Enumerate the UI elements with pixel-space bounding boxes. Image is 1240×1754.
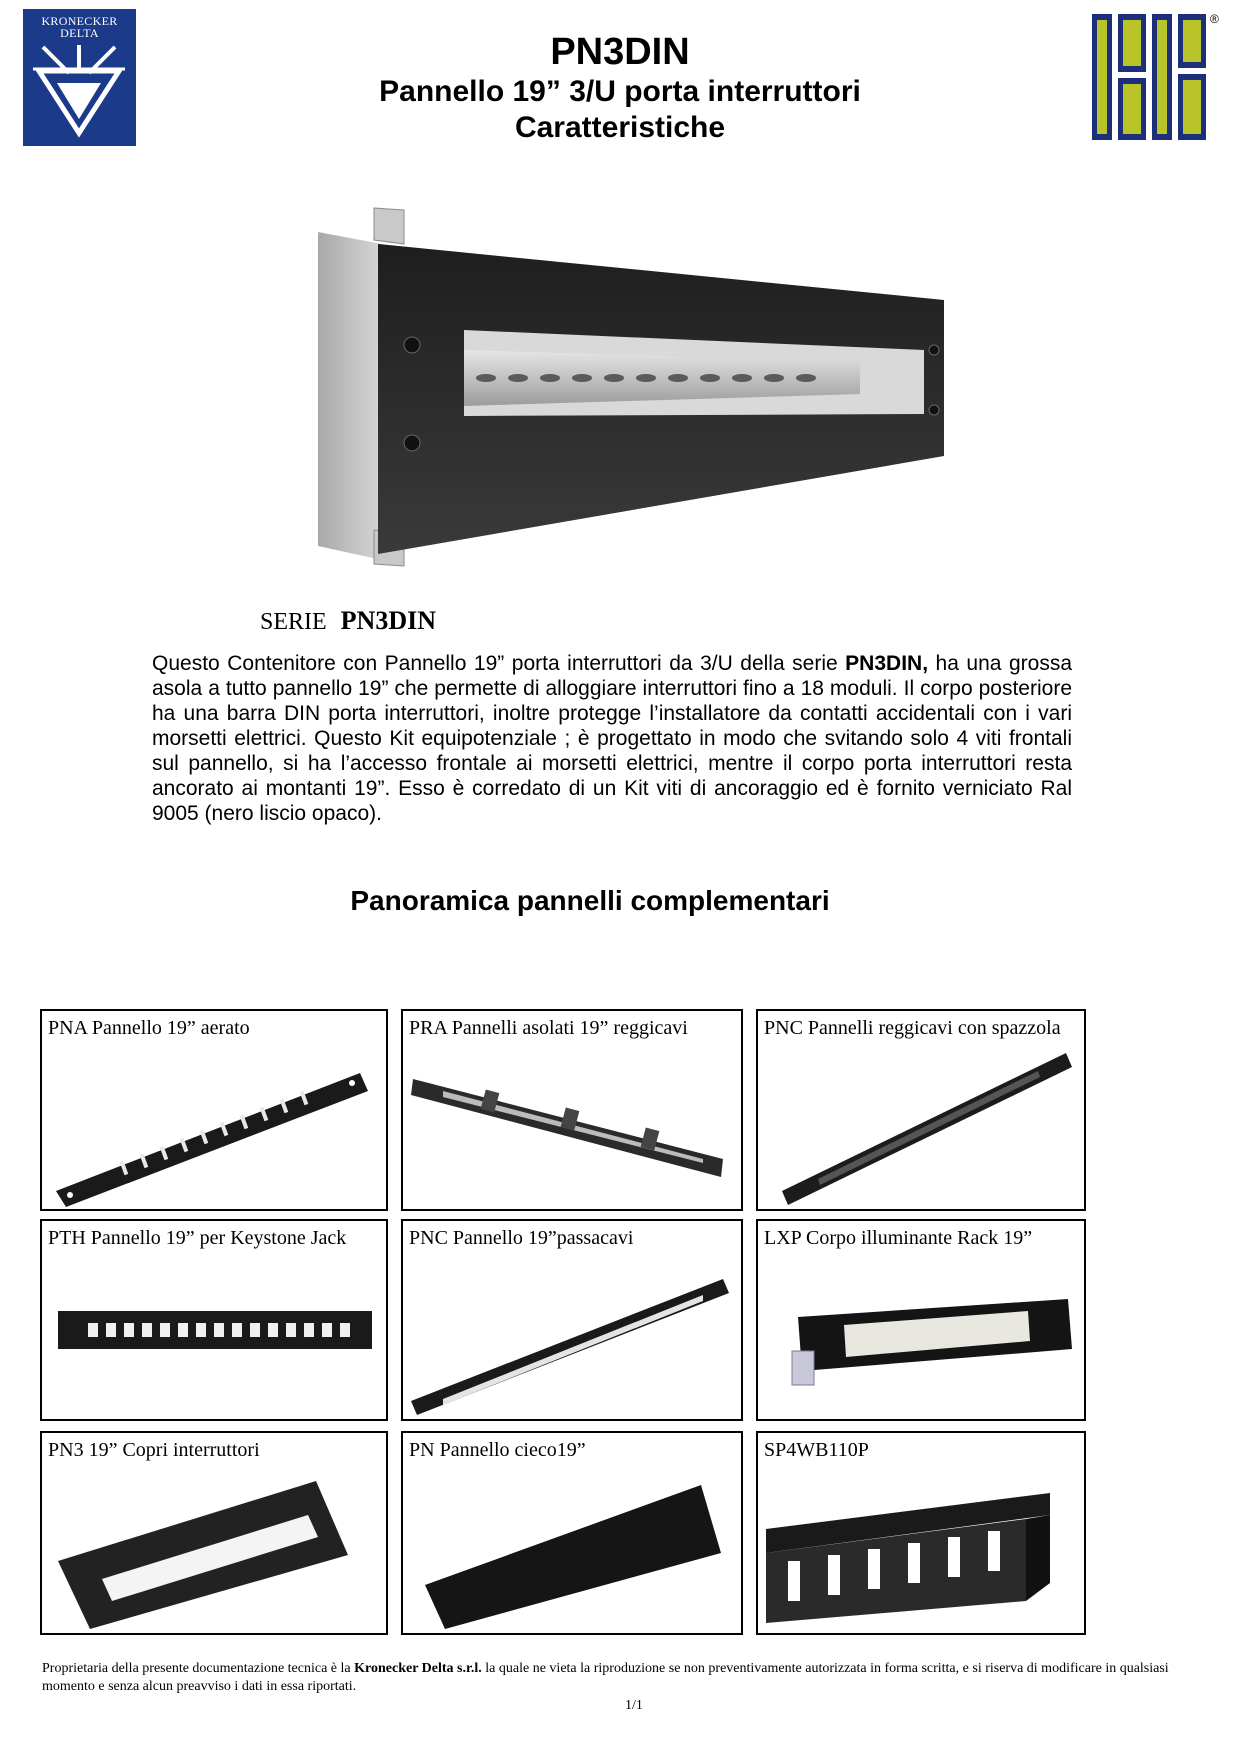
- serie-label: [260, 606, 436, 637]
- footer-company: Kronecker Delta s.r.l.: [354, 1661, 482, 1676]
- serie-prefix: SERIE: [260, 609, 327, 635]
- document-title: PN3DIN: [550, 31, 690, 73]
- panel-caption: PNC Pannelli reggicavi con spazzola: [764, 1017, 1061, 1039]
- hf-logo-icon: [1092, 12, 1222, 142]
- panel-card-pn3: [40, 1431, 388, 1635]
- brush-panel-icon: [758, 1011, 1086, 1211]
- document-subtitle-2: Caratteristiche: [514, 111, 726, 144]
- footer-text-1: Proprietaria della presente documentazione tecnica è la: [42, 1661, 355, 1676]
- panel-card-pna: [40, 1009, 388, 1211]
- rack-light-icon: [758, 1221, 1086, 1421]
- panel-caption: PRA Pannelli asolati 19” reggicavi: [409, 1017, 688, 1039]
- switch-cover-panel-icon: [42, 1433, 388, 1635]
- description-text-2: ha una grossa asola a tutto pannello 19” che permette di alloggiare interruttori fino a 18 moduli. Il corpo posteriore ha una barra DIN porta interruttori, inoltre protegge l’installatore da contatti accidentali con i vari morsetti elettrici. Questo Kit equipotenziale ; è progettato in modo che svitando solo 4 viti frontali sul pannello, si ha l’accesso frontale ai morsetti elettrici, mentre il corpo porta interruttori resta ancorato ai montanti 19”. Esso è corredato di un Kit viti di ancoraggio ed è fornito verniciato Ral 9005 (nero liscio opaco).: [152, 652, 1072, 825]
- logo-brand-line-2: DELTA: [60, 26, 99, 40]
- page-number: 1/1: [625, 1698, 643, 1713]
- product-photo: [312, 200, 952, 572]
- registered-mark: ®: [1210, 12, 1219, 26]
- keystone-panel-icon: [42, 1221, 388, 1421]
- panel-caption: PNA Pannello 19” aerato: [48, 1017, 250, 1039]
- panel-card-lxp: [756, 1219, 1086, 1421]
- footer-disclaimer: [42, 1660, 1222, 1696]
- panel-card-pnc-brush: [756, 1009, 1086, 1211]
- product-description: [152, 651, 1072, 826]
- panel-caption: PTH Pannello 19” per Keystone Jack: [48, 1227, 347, 1249]
- hf-logo: [1092, 12, 1222, 142]
- logo-brand-line-1: KRONECKER: [41, 14, 118, 28]
- panel-caption: PN3 19” Copri interruttori: [48, 1439, 260, 1461]
- description-text-1: Questo Contenitore con Pannello 19” porta interruttori da 3/U della serie: [152, 652, 846, 675]
- serie-code: PN3DIN: [340, 606, 437, 635]
- panel-card-sp4wb110p: [756, 1431, 1086, 1635]
- cable-bar-panel-icon: [403, 1011, 743, 1211]
- vented-panel-icon: [42, 1011, 388, 1211]
- blank-panel-icon: [403, 1433, 743, 1635]
- panel-caption: LXP Corpo illuminante Rack 19”: [764, 1227, 1033, 1249]
- panel-card-pth: [40, 1219, 388, 1421]
- panel-caption: SP4WB110P: [764, 1439, 869, 1461]
- panel-caption: PN Pannello cieco19”: [409, 1439, 586, 1461]
- document-subtitle: Pannello 19” 3/U porta interruttori: [379, 75, 861, 108]
- description-series-code: PN3DIN,: [845, 652, 929, 675]
- panel-caption: PNC Pannello 19”passacavi: [409, 1227, 634, 1249]
- panel-card-pnc-pass: [401, 1219, 743, 1421]
- panel-card-pra: [401, 1009, 743, 1211]
- footer-text-2: la quale ne vieta la riproduzione se non preventivamente autorizzata in forma scritta, e si riserva di modificare in qualsiasi momento e senza alcun preavviso i dati in essa riportati.: [42, 1661, 1169, 1694]
- din-rack-panel-icon: [312, 200, 952, 572]
- pass-through-panel-icon: [403, 1221, 743, 1421]
- panel-card-pn: [401, 1431, 743, 1635]
- section-title: Panoramica pannelli complementari: [350, 885, 830, 916]
- bracket-icon: [758, 1433, 1086, 1635]
